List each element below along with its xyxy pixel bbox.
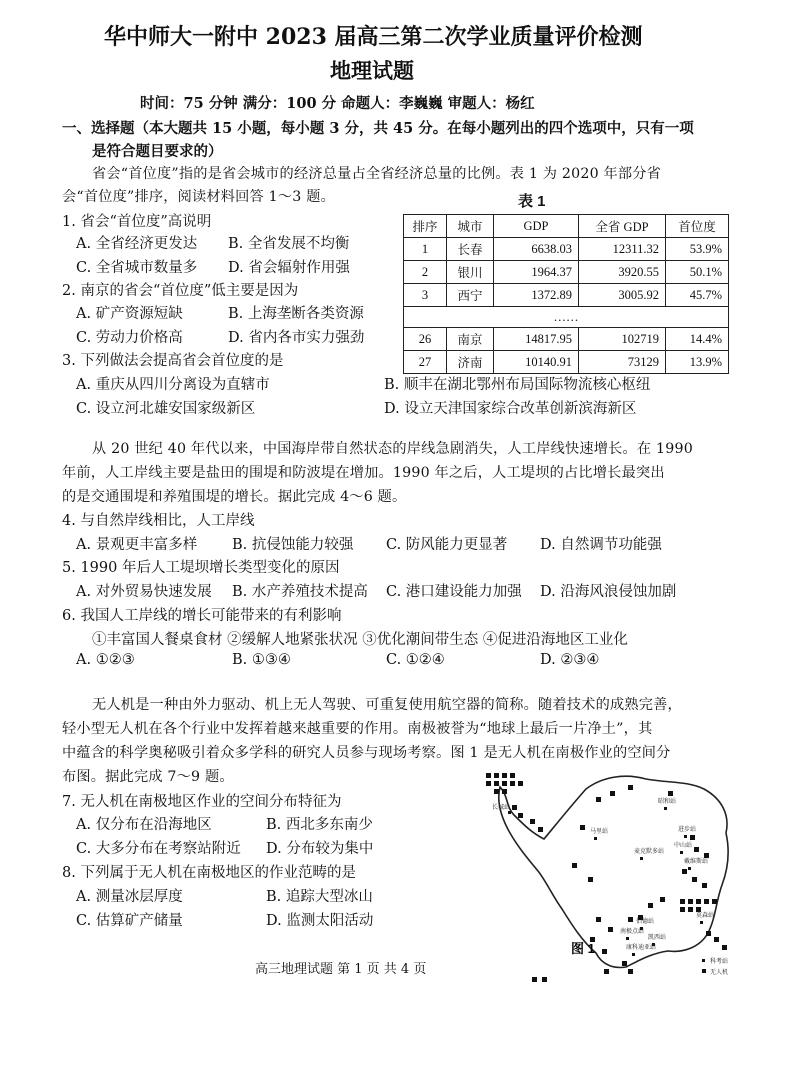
q5-option-b: B. 水产养殖技术提高 bbox=[232, 584, 368, 600]
drone-marker bbox=[692, 877, 697, 882]
table-1 bbox=[403, 214, 729, 374]
table-cell: 6638.03 bbox=[494, 238, 579, 261]
drone-marker bbox=[628, 969, 633, 974]
drone-marker bbox=[512, 805, 517, 810]
q6-option-d: D. ②③④ bbox=[540, 652, 600, 668]
drone-marker bbox=[572, 863, 577, 868]
station-marker bbox=[700, 921, 703, 924]
passage3-line3: 中蕴含的科学奥秘吸引着众多学科的研究人员参与现场考察。图 1 是无人机在南极作业的空间分 bbox=[62, 745, 671, 761]
table-header-cell: GDP bbox=[494, 215, 579, 238]
q2-option-d: D. 省内各市实力强劲 bbox=[228, 330, 365, 346]
q8-option-d: D. 监测太阳活动 bbox=[266, 913, 374, 929]
drone-marker bbox=[602, 949, 607, 954]
q4-option-a: A. 景观更丰富多样 bbox=[76, 537, 198, 553]
drone-marker bbox=[538, 827, 543, 832]
table-cell: 3920.55 bbox=[579, 261, 666, 284]
drone-marker bbox=[696, 899, 701, 904]
drone-marker bbox=[518, 781, 523, 786]
section-heading-line2: 是符合题目要求的） bbox=[92, 143, 223, 160]
legend-station-symbol bbox=[702, 959, 705, 962]
drone-marker bbox=[502, 773, 507, 778]
q4-option-d: D. 自然调节功能强 bbox=[540, 537, 662, 553]
q8-option-c: C. 估算矿产储量 bbox=[76, 913, 183, 929]
q7-stem: 7. 无人机在南极地区作业的空间分布特征为 bbox=[62, 794, 342, 810]
q6-stem: 6. 我国人工岸线的增长可能带来的有利影响 bbox=[62, 608, 342, 624]
legend-drone-label: 无人机 bbox=[710, 969, 729, 976]
station-marker bbox=[688, 867, 691, 870]
antarctica-outline bbox=[499, 776, 728, 967]
drone-marker bbox=[502, 781, 507, 786]
station-label: 伯德站 bbox=[636, 918, 655, 925]
q5-option-c: C. 港口建设能力加强 bbox=[386, 584, 522, 600]
station-marker bbox=[680, 851, 683, 854]
drone-marker bbox=[706, 931, 711, 936]
drone-marker bbox=[628, 785, 633, 790]
drone-marker bbox=[660, 897, 665, 902]
q6-option-b: B. ①③④ bbox=[232, 652, 291, 668]
drone-marker bbox=[494, 781, 499, 786]
table-cell: 14.4% bbox=[666, 328, 729, 351]
exam-subtitle: 地理试题 bbox=[330, 58, 414, 83]
drone-marker bbox=[588, 877, 593, 882]
drone-marker bbox=[682, 869, 687, 874]
table-cell: 2 bbox=[404, 261, 447, 284]
drone-marker bbox=[680, 899, 685, 904]
station-label: 麦克默多站 bbox=[634, 848, 665, 855]
station-label: 凯西站 bbox=[648, 934, 667, 941]
table-row bbox=[404, 238, 729, 261]
drone-marker bbox=[690, 835, 695, 840]
drone-marker bbox=[648, 903, 653, 908]
table-cell: 53.9% bbox=[666, 238, 729, 261]
table-header-cell: 城市 bbox=[447, 215, 494, 238]
q1-option-a: A. 全省经济更发达 bbox=[76, 236, 198, 252]
table-cell: 3 bbox=[404, 284, 447, 307]
q3-option-d: D. 设立天津国家综合改革创新滨海新区 bbox=[384, 401, 637, 417]
drone-marker bbox=[486, 781, 491, 786]
q8-option-b: B. 追踪大型冰山 bbox=[266, 889, 373, 905]
drone-marker bbox=[494, 789, 499, 794]
q5-option-a: A. 对外贸易快速发展 bbox=[76, 584, 212, 600]
table-cell: 长春 bbox=[447, 238, 494, 261]
passage3-line2: 轻小型无人机在各个行业中发挥着越来越重要的作用。南极被誉为“地球上最后一片净土”，其 bbox=[62, 721, 653, 737]
station-label: 戴维斯站 bbox=[684, 858, 709, 865]
intro-line1: 省会“首位度”指的是省会城市的经济总量占全省经济总量的比例。表 1 为 2020 年部分省 bbox=[92, 166, 662, 182]
table-cell: 1964.37 bbox=[494, 261, 579, 284]
table-cell: 27 bbox=[404, 351, 447, 374]
table-cell: 1 bbox=[404, 238, 447, 261]
legend-drone-symbol bbox=[702, 969, 706, 973]
drone-marker bbox=[596, 917, 601, 922]
table-cell: 13.9% bbox=[666, 351, 729, 374]
drone-marker bbox=[668, 791, 673, 796]
table-ellipsis: …… bbox=[404, 307, 729, 328]
q3-option-b: B. 顺丰在湖北鄂州布局国际物流核心枢纽 bbox=[384, 377, 651, 393]
q3-option-a: A. 重庆从四川分离设为直辖市 bbox=[76, 377, 270, 393]
drone-marker bbox=[680, 907, 685, 912]
station-marker bbox=[684, 835, 687, 838]
drone-marker bbox=[502, 789, 507, 794]
passage2-line2: 年前，人工岸线主要是盐田的围堤和防波堤在增加。1990 年之后，人工堤坝的占比增长最突出 bbox=[62, 465, 665, 481]
drone-marker bbox=[610, 791, 615, 796]
station-marker bbox=[594, 837, 597, 840]
q2-stem: 2. 南京的省会“首位度”低主要是因为 bbox=[62, 283, 299, 299]
drone-marker bbox=[688, 907, 693, 912]
legend-station-label: 科考站 bbox=[710, 958, 729, 965]
drone-marker bbox=[530, 819, 535, 824]
drone-marker bbox=[604, 969, 609, 974]
station-marker bbox=[632, 953, 635, 956]
q4-option-b: B. 抗侵蚀能力较强 bbox=[232, 537, 354, 553]
figure-caption: 图 1 bbox=[571, 941, 595, 956]
drone-marker bbox=[688, 899, 693, 904]
table-row bbox=[404, 351, 729, 374]
q7-option-c: C. 大多分布在考察站附近 bbox=[76, 841, 241, 857]
drone-marker bbox=[494, 773, 499, 778]
station-label: 昭和站 bbox=[658, 798, 677, 805]
station-label: 马里站 bbox=[590, 828, 609, 835]
drone-marker bbox=[714, 937, 719, 942]
station-label: 康科迪亚站 bbox=[626, 944, 657, 951]
q4-option-c: C. 防风能力更显著 bbox=[386, 537, 508, 553]
passage3-line1: 无人机是一种由外力驱动、机上无人驾驶、可重复使用航空器的简称。随着技术的成熟完善， bbox=[92, 697, 682, 713]
q8-option-a: A. 测量冰层厚度 bbox=[76, 889, 183, 905]
drone-marker bbox=[580, 825, 585, 830]
table-cell: 南京 bbox=[447, 328, 494, 351]
table-row bbox=[404, 261, 729, 284]
q7-option-d: D. 分布较为集中 bbox=[266, 841, 374, 857]
exam-meta: 时间：75 分钟 满分：100 分 命题人：李巍巍 审题人：杨红 bbox=[140, 95, 535, 112]
q2-option-b: B. 上海垄断各类资源 bbox=[228, 306, 364, 322]
drone-marker bbox=[694, 847, 699, 852]
table-cell: 26 bbox=[404, 328, 447, 351]
q1-option-b: B. 全省发展不均衡 bbox=[228, 236, 350, 252]
drone-marker bbox=[532, 977, 537, 982]
intro-line2: 会“首位度”排序，阅读材料回答 1～3 题。 bbox=[62, 189, 335, 205]
q5-option-d: D. 沿海风浪侵蚀加剧 bbox=[540, 584, 677, 600]
table-cell: 1372.89 bbox=[494, 284, 579, 307]
drone-marker bbox=[542, 977, 547, 982]
drone-marker bbox=[704, 899, 709, 904]
table-row bbox=[404, 328, 729, 351]
table-cell: 102719 bbox=[579, 328, 666, 351]
table-cell: 73129 bbox=[579, 351, 666, 374]
drone-marker bbox=[608, 927, 613, 932]
q3-option-c: C. 设立河北雄安国家级新区 bbox=[76, 401, 256, 417]
station-marker bbox=[626, 937, 629, 940]
drone-marker bbox=[628, 917, 633, 922]
drone-marker bbox=[702, 883, 707, 888]
table-cell: 济南 bbox=[447, 351, 494, 374]
table-cell: 50.1% bbox=[666, 261, 729, 284]
drone-marker bbox=[510, 781, 515, 786]
station-label: 进步站 bbox=[678, 826, 697, 833]
q5-stem: 5. 1990 年后人工堤坝增长类型变化的原因 bbox=[62, 560, 340, 576]
q7-option-b: B. 西北多东南少 bbox=[266, 817, 373, 833]
page-footer: 高三地理试题 第 1 页 共 4 页 bbox=[255, 962, 427, 977]
q6-option-a: A. ①②③ bbox=[76, 652, 135, 668]
antarctica-drone-map bbox=[478, 767, 748, 992]
q6-items: ①丰富国人餐桌食材 ②缓解人地紧张状况 ③优化潮间带生态 ④促进沿海地区工业化 bbox=[92, 632, 628, 648]
station-label: 长城站 bbox=[492, 804, 511, 811]
q1-stem: 1. 省会“首位度”高说明 bbox=[62, 214, 212, 230]
station-label: 南极点站 bbox=[620, 928, 645, 935]
q7-option-a: A. 仅分布在沿海地区 bbox=[76, 817, 212, 833]
q4-stem: 4. 与自然岸线相比，人工岸线 bbox=[62, 513, 255, 529]
table-ellipsis-row bbox=[404, 307, 729, 328]
table-cell: 14817.95 bbox=[494, 328, 579, 351]
station-label: 莫森站 bbox=[696, 912, 715, 919]
table-cell: 10140.91 bbox=[494, 351, 579, 374]
passage2-line1: 从 20 世纪 40 年代以来，中国海岸带自然状态的岸线急剧消失，人工岸线快速增长。在 1990 bbox=[92, 441, 693, 457]
q6-option-c: C. ①②④ bbox=[386, 652, 445, 668]
table-header-cell: 排序 bbox=[404, 215, 447, 238]
table-cell: 银川 bbox=[447, 261, 494, 284]
station-label: 中山站 bbox=[674, 842, 693, 849]
table-cell: 45.7% bbox=[666, 284, 729, 307]
drone-marker bbox=[712, 899, 717, 904]
drone-marker bbox=[510, 773, 515, 778]
drone-marker bbox=[722, 945, 727, 950]
passage2-line3: 的是交通围堤和养殖围堤的增长。据此完成 4～6 题。 bbox=[62, 489, 407, 505]
q3-stem: 3. 下列做法会提高省会首位度的是 bbox=[62, 353, 284, 369]
passage3-line4: 布图。据此完成 7～9 题。 bbox=[62, 769, 234, 785]
table-cell: 12311.32 bbox=[579, 238, 666, 261]
table-header-cell: 首位度 bbox=[666, 215, 729, 238]
exam-title: 华中师大一附中 2023 届高三第二次学业质量评价检测 bbox=[104, 24, 643, 50]
table-cell: 3005.92 bbox=[579, 284, 666, 307]
table-row bbox=[404, 284, 729, 307]
drone-marker bbox=[486, 773, 491, 778]
drone-markers bbox=[486, 773, 727, 982]
q1-option-c: C. 全省城市数量多 bbox=[76, 260, 198, 276]
drone-marker bbox=[518, 813, 523, 818]
table-cell: 西宁 bbox=[447, 284, 494, 307]
station-marker bbox=[640, 857, 643, 860]
drone-marker bbox=[596, 797, 601, 802]
station-marker bbox=[508, 811, 511, 814]
q8-stem: 8. 下列属于无人机在南极地区的作业范畴的是 bbox=[62, 865, 356, 881]
station-marker bbox=[664, 807, 667, 810]
table-header-cell: 全省 GDP bbox=[579, 215, 666, 238]
section-heading-line1: 一、选择题（本大题共 15 小题，每小题 3 分，共 45 分。在每小题列出的四个选项中，只有一项 bbox=[62, 120, 694, 137]
table-header-row bbox=[404, 215, 729, 238]
q2-option-a: A. 矿产资源短缺 bbox=[76, 306, 183, 322]
q1-option-d: D. 省会辐射作用强 bbox=[228, 260, 350, 276]
q2-option-c: C. 劳动力价格高 bbox=[76, 330, 183, 346]
table-caption: 表 1 bbox=[518, 193, 546, 210]
drone-marker bbox=[622, 961, 627, 966]
